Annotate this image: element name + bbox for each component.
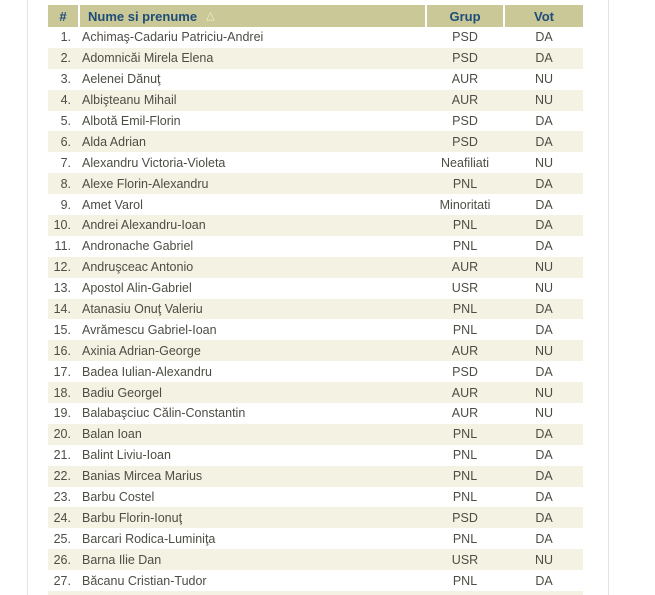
- deputy-name: Balabaşciuc Călin-Constantin: [82, 406, 246, 421]
- table-row: [48, 319, 583, 340]
- deputy-name: Andronache Gabriel: [82, 239, 194, 254]
- group-value: USR: [451, 281, 479, 296]
- row-number: 8.: [60, 176, 71, 191]
- vote-value: DA: [535, 134, 553, 149]
- table-row: [48, 215, 583, 236]
- row-number: 1.: [60, 30, 71, 45]
- table-row: [48, 445, 583, 466]
- table-row: [48, 131, 583, 152]
- table-row: [48, 257, 583, 278]
- deputy-name: Albotă Emil-Florin: [82, 114, 181, 128]
- content-right-border: [608, 0, 609, 595]
- vote-value: NU: [534, 281, 554, 296]
- group-value: AUR: [451, 93, 479, 108]
- vote-value: DA: [535, 302, 553, 317]
- row-number: 26.: [53, 552, 71, 567]
- table-row: [48, 340, 583, 361]
- column-header-vote[interactable]: [505, 5, 583, 27]
- vote-value: DA: [535, 531, 553, 546]
- group-value: AUR: [451, 260, 479, 275]
- vote-value: NU: [534, 343, 554, 358]
- row-number: 2.: [60, 51, 71, 66]
- vote-value: NU: [534, 552, 554, 567]
- group-value: USR: [451, 552, 479, 567]
- vote-value: DA: [535, 448, 553, 463]
- vote-value: DA: [535, 218, 553, 233]
- deputy-name: Adomnicăi Mirela Elena: [82, 51, 214, 66]
- table-row: [48, 278, 583, 299]
- deputy-name: Barbu Costel: [82, 490, 155, 505]
- row-number: 9.: [60, 197, 71, 212]
- deputy-name: Barna Ilie Dan: [82, 552, 162, 567]
- deputy-name: Alexe Florin-Alexandru: [82, 176, 209, 191]
- deputy-name: Avrămescu Gabriel-Ioan: [82, 322, 217, 337]
- row-number: 24.: [53, 510, 71, 525]
- group-value: AUR: [451, 72, 479, 87]
- group-value: PNL: [452, 218, 478, 233]
- sort-ascending-icon: △: [206, 9, 215, 22]
- deputy-name: Andrei Alexandru-Ioan: [82, 218, 206, 233]
- partial-next-row: [48, 591, 583, 595]
- row-number: 13.: [53, 281, 71, 296]
- table-row: [48, 549, 583, 570]
- column-header-index-label: #: [59, 8, 67, 24]
- row-number: 15.: [53, 322, 71, 337]
- table-row: [48, 361, 583, 382]
- row-number: 3.: [60, 72, 71, 87]
- table-row: [48, 173, 583, 194]
- row-number: 19.: [53, 406, 71, 421]
- group-value: PNL: [452, 469, 478, 484]
- column-header-group-label: Grup: [449, 8, 481, 24]
- table-row: [48, 48, 583, 69]
- deputy-name: Atanasiu Onuţ Valeriu: [82, 302, 203, 317]
- vote-value: DA: [535, 30, 553, 45]
- group-value: PNL: [452, 573, 478, 588]
- column-header-name[interactable]: [80, 5, 425, 27]
- row-number: 20.: [53, 427, 71, 442]
- deputy-name: Aelenei Dănuţ: [82, 72, 161, 87]
- vote-value: DA: [535, 573, 553, 588]
- deputy-name: Achimaş-Cadariu Patriciu-Andrei: [82, 30, 264, 45]
- vote-value: DA: [535, 322, 553, 337]
- group-value: Minoritati: [439, 197, 491, 212]
- group-value: PSD: [452, 114, 478, 128]
- deputy-name: Amet Varol: [82, 197, 143, 212]
- deputy-name: Băcanu Cristian-Tudor: [82, 573, 207, 588]
- table-row: [48, 570, 583, 591]
- content-left-border: [27, 0, 28, 595]
- deputy-name: Badiu Georgel: [82, 385, 162, 400]
- deputy-name: Alexandru Victoria-Violeta: [82, 155, 226, 170]
- group-value: PSD: [452, 364, 478, 379]
- vote-value: DA: [535, 176, 553, 191]
- table-row: [48, 152, 583, 173]
- row-number: 14.: [53, 302, 71, 317]
- column-header-index[interactable]: [48, 5, 78, 27]
- group-value: AUR: [451, 385, 479, 400]
- table-row: [48, 299, 583, 320]
- vote-value: DA: [535, 469, 553, 484]
- group-value: PNL: [452, 322, 478, 337]
- deputy-name: Badea Iulian-Alexandru: [82, 364, 212, 379]
- deputy-name: Albişteanu Mihail: [82, 93, 177, 108]
- table-row: [48, 403, 583, 424]
- deputy-name: Balint Liviu-Ioan: [82, 448, 171, 463]
- table-row: [48, 90, 583, 111]
- group-value: AUR: [451, 343, 479, 358]
- table-row: [48, 507, 583, 528]
- table-row: [48, 382, 583, 403]
- group-value: AUR: [451, 406, 479, 421]
- vote-value: NU: [534, 72, 554, 87]
- row-number: 5.: [60, 114, 71, 128]
- vote-value: NU: [534, 93, 554, 108]
- vote-value: DA: [535, 114, 553, 128]
- vote-value: NU: [534, 155, 554, 170]
- row-number: 27.: [53, 573, 71, 588]
- row-number: 11.: [54, 239, 71, 254]
- group-value: PSD: [452, 134, 478, 149]
- group-value: PSD: [452, 51, 478, 66]
- table-row: [48, 69, 583, 90]
- row-number: 12.: [53, 260, 71, 275]
- group-value: Neafiliati: [441, 155, 489, 170]
- row-number: 25.: [53, 531, 71, 546]
- row-number: 17.: [53, 364, 71, 379]
- row-number: 10.: [53, 218, 71, 233]
- row-number: 7.: [60, 155, 71, 170]
- group-value: PSD: [452, 510, 478, 525]
- table-row: [48, 528, 583, 549]
- group-value: PNL: [452, 490, 478, 505]
- vote-value: NU: [534, 385, 554, 400]
- table-row: [48, 27, 583, 48]
- vote-value: DA: [535, 51, 553, 66]
- deputy-name: Balan Ioan: [82, 427, 142, 442]
- row-number: 21.: [53, 448, 71, 463]
- vote-value: NU: [534, 260, 554, 275]
- row-number: 18.: [53, 385, 71, 400]
- group-value: PNL: [452, 531, 478, 546]
- vote-value: DA: [535, 197, 553, 212]
- row-number: 23.: [53, 490, 71, 505]
- vote-value: NU: [534, 406, 554, 421]
- table-row: [48, 236, 583, 257]
- vote-results-table: [48, 5, 583, 595]
- table-row: [48, 466, 583, 487]
- table-body: [48, 27, 583, 591]
- column-header-name-label: Nume si prenume: [88, 8, 198, 24]
- deputy-name: Barcari Rodica-Luminiţa: [82, 531, 216, 546]
- deputy-name: Barbu Florin-Ionuţ: [82, 510, 183, 525]
- group-value: PNL: [452, 302, 478, 317]
- table-row: [48, 487, 583, 508]
- deputy-name: Alda Adrian: [82, 134, 146, 149]
- table-row: [48, 194, 583, 215]
- row-number: 6.: [60, 134, 71, 149]
- group-value: PNL: [452, 427, 478, 442]
- table-header-row: [48, 5, 583, 27]
- column-header-group[interactable]: [427, 5, 503, 27]
- vote-value: DA: [535, 510, 553, 525]
- table-row: [48, 424, 583, 445]
- deputy-name: Banias Mircea Marius: [82, 469, 203, 484]
- vote-value: DA: [535, 364, 553, 379]
- vote-value: DA: [535, 427, 553, 442]
- deputy-name: Andruşceac Antonio: [82, 260, 194, 275]
- row-number: 4.: [60, 93, 71, 108]
- row-number: 16.: [53, 343, 71, 358]
- column-header-vote-label: Vot: [534, 8, 554, 24]
- deputy-name: Apostol Alin-Gabriel: [82, 281, 192, 296]
- deputy-name: Axinia Adrian-George: [82, 343, 201, 358]
- table-row: [48, 111, 583, 132]
- vote-value: DA: [535, 239, 553, 254]
- group-value: PNL: [452, 448, 478, 463]
- group-value: PSD: [452, 30, 478, 45]
- group-value: PNL: [452, 176, 478, 191]
- vote-value: DA: [535, 490, 553, 505]
- row-number: 22.: [53, 469, 71, 484]
- group-value: PNL: [452, 239, 478, 254]
